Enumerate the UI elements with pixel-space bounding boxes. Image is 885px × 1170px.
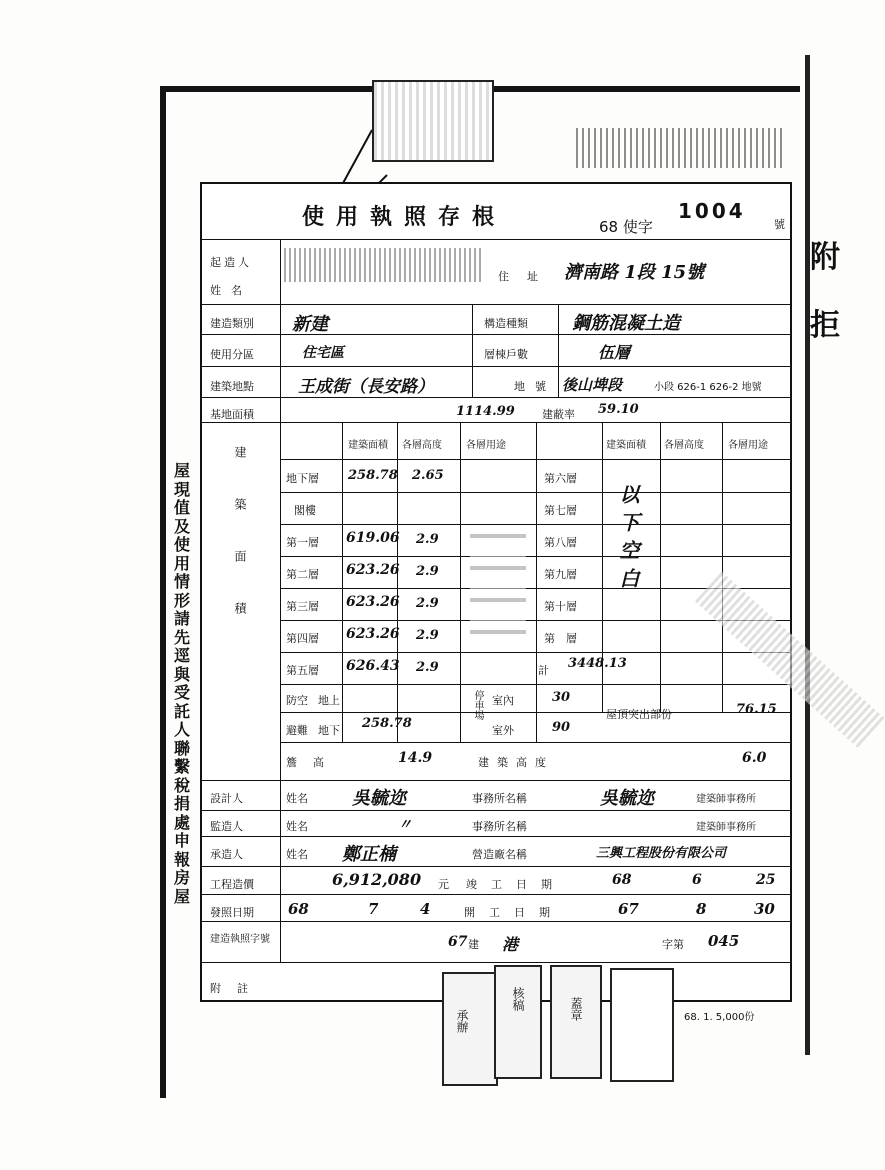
header-floor-height: 各層高度: [402, 440, 442, 451]
table-line: [280, 556, 790, 557]
value-start-m: 8: [696, 900, 707, 918]
row-line: [202, 304, 790, 305]
label-base-area: 基地面積: [210, 408, 254, 421]
form-prefix: 68 使字: [599, 218, 653, 236]
value-f3-height: 2.9: [416, 596, 439, 611]
col-line: [722, 422, 723, 712]
col-line: [472, 304, 473, 397]
label-designer-office: 事務所名稱: [472, 792, 527, 805]
label-category: 建造類別: [210, 317, 254, 330]
value-start-d: 30: [754, 900, 775, 918]
label-attic: 閣樓: [294, 504, 316, 517]
label-address: 住址: [498, 270, 556, 283]
label-builder-name: 姓名: [210, 284, 252, 297]
label-cost: 工程造價: [210, 878, 254, 891]
value-indoor: 30: [552, 690, 571, 705]
value-f1-area: 619.06: [346, 530, 400, 546]
table-line: [280, 742, 790, 743]
row-line: [202, 780, 790, 781]
value-site-lot: 小段 626-1 626-2 地號: [654, 382, 762, 393]
value-base-area: 1114.99: [456, 404, 515, 419]
header-floor-area-2: 建築面積: [606, 440, 646, 451]
value-completion-m: 6: [692, 872, 702, 888]
label-f9: 第九層: [544, 568, 577, 581]
scan-border-left: [160, 88, 166, 1098]
label-fn: 第 層: [544, 632, 577, 645]
label-contractor: 承造人: [210, 848, 243, 861]
label-f10: 第十層: [544, 600, 577, 613]
value-roof: 76.15: [736, 702, 777, 717]
label-shelter: 防空: [286, 694, 308, 707]
value-f4-area: 623.26: [346, 626, 400, 642]
row-line: [202, 422, 790, 423]
table-line: [280, 524, 790, 525]
use-stamp: [470, 532, 526, 652]
row-line: [202, 810, 790, 811]
seal-sign: 蓋章: [550, 965, 602, 1079]
label-f8: 第八層: [544, 536, 577, 549]
table-line: [280, 620, 790, 621]
value-f3-area: 623.26: [346, 594, 400, 610]
value-refuge-area: 258.78: [362, 716, 412, 731]
value-permit-no: 045: [708, 932, 740, 950]
label-eaves: 簷高: [286, 756, 340, 769]
row-line: [202, 836, 790, 837]
label-designer: 設計人: [210, 792, 243, 805]
label-contractor-name: 姓名: [286, 848, 308, 861]
value-permit-tail: 字第: [662, 938, 684, 951]
value-issue-d: 4: [420, 900, 431, 918]
blank-note: 以下空白: [616, 484, 640, 596]
table-line: [280, 684, 790, 685]
value-permit-char: 建: [468, 938, 479, 951]
value-address: 濟南路 1段 15號: [564, 262, 705, 283]
table-line: [280, 712, 790, 713]
value-cost-unit: 元: [438, 878, 449, 891]
value-cost: 6,912,080: [332, 870, 422, 889]
value-company: 三興工程股份有限公司: [596, 846, 727, 861]
value-completion-d: 25: [756, 872, 776, 888]
header-floor-area: 建築面積: [348, 440, 388, 451]
label-supervisor-office: 事務所名稱: [472, 820, 527, 833]
label-site-lot: 地號: [514, 380, 556, 393]
header-floor-use-2: 各層用途: [728, 440, 768, 451]
row-line: [202, 962, 790, 963]
col-line: [558, 304, 559, 397]
label-parking: 停車場: [472, 690, 483, 720]
label-arch-office: 建築師事務所: [696, 794, 756, 805]
table-line: [280, 492, 790, 493]
label-f4: 第四層: [286, 632, 319, 645]
label-company: 營造廠名稱: [472, 848, 527, 861]
label-roof-part: 屋頂突出部份: [606, 708, 672, 721]
seal-extra: [610, 968, 674, 1082]
value-designer-office: 吳毓迩: [600, 788, 654, 809]
top-right-stamp: [576, 128, 786, 168]
row-line: [202, 239, 790, 240]
value-issue-y: 68: [288, 900, 309, 918]
value-permit-mid: 港: [502, 935, 519, 954]
label-start-date: 開工日期: [464, 906, 564, 919]
row-line: [202, 921, 790, 922]
label-outdoor: 室外: [492, 724, 514, 737]
seal-approve: 承辦: [442, 972, 498, 1086]
label-f6: 第六層: [544, 472, 577, 485]
value-permit-year: 67: [448, 934, 468, 950]
label-f7: 第七層: [544, 504, 577, 517]
label-floors: 層棟戶數: [484, 348, 528, 361]
value-designer: 吳毓迩: [352, 788, 406, 809]
value-outdoor: 90: [552, 720, 571, 735]
table-line: [280, 459, 790, 460]
col-line: [460, 422, 461, 742]
label-supervisor-name: 姓名: [286, 820, 308, 833]
col-line: [280, 239, 281, 780]
table-line: [280, 652, 790, 653]
value-site-street: 王成街（長安路）: [298, 377, 434, 397]
value-zone: 住宅區: [302, 345, 344, 361]
form-suffix: 號: [774, 218, 785, 231]
right-margin-char-1: 附: [810, 240, 840, 275]
label-total: 計: [538, 664, 549, 677]
header-floor-use: 各層用途: [466, 440, 506, 451]
label-building-col: 建築面積: [233, 446, 247, 654]
row-line: [202, 397, 790, 398]
label-indoor: 室內: [492, 694, 514, 707]
scan-border-right: [805, 55, 810, 1055]
row-line: [202, 366, 790, 367]
label-refuge-below: 地下: [318, 724, 340, 737]
value-issue-m: 7: [368, 900, 379, 918]
value-basement-height: 2.65: [412, 468, 444, 483]
value-coverage: 59.10: [598, 402, 639, 417]
label-builder: 起造人: [210, 256, 252, 269]
row-line: [202, 334, 790, 335]
form-title: 使用執照存根: [302, 204, 507, 230]
value-start-y: 67: [618, 900, 639, 918]
label-designer-name: 姓名: [286, 792, 308, 805]
col-line: [280, 780, 281, 962]
value-completion-y: 68: [612, 872, 632, 888]
value-f2-height: 2.9: [416, 564, 439, 579]
value-structure: 鋼筋混凝土造: [572, 313, 680, 334]
label-f1: 第一層: [286, 536, 319, 549]
label-completion: 竣工日期: [466, 878, 566, 891]
left-margin-annotation: 屋現值及使用情形請先逕與受託人聯繫稅捐處申報房屋: [173, 461, 190, 906]
value-supervisor: 〃: [398, 817, 412, 833]
label-refuge: 避難: [286, 724, 308, 737]
value-floors: 伍層: [598, 343, 631, 362]
value-category: 新建: [292, 314, 328, 335]
row-line: [202, 866, 790, 867]
value-eaves: 14.9: [398, 750, 433, 766]
value-f5-area: 626.43: [346, 658, 400, 674]
row-line: [202, 894, 790, 895]
form-number: 1004: [678, 199, 746, 223]
label-coverage: 建蔽率: [542, 408, 575, 421]
label-bldg-height: 建築高度: [478, 756, 554, 769]
label-f2: 第二層: [286, 568, 319, 581]
label-f3: 第三層: [286, 600, 319, 613]
value-basement-area: 258.78: [348, 468, 398, 483]
value-f2-area: 623.26: [346, 562, 400, 578]
label-shelter-above: 地上: [318, 694, 340, 707]
label-f5: 第五層: [286, 664, 319, 677]
label-arch-office-2: 建築師事務所: [696, 822, 756, 833]
value-f1-height: 2.9: [416, 532, 439, 547]
label-supervisor: 監造人: [210, 820, 243, 833]
value-f5-height: 2.9: [416, 660, 439, 675]
builder-stamp: [284, 248, 484, 282]
col-line: [536, 422, 537, 742]
label-structure: 構造種類: [484, 317, 528, 330]
value-height: 6.0: [742, 750, 767, 766]
label-issue-date: 發照日期: [210, 906, 254, 919]
col-line: [660, 422, 661, 712]
label-zone: 使用分區: [210, 348, 254, 361]
label-permit: 建造執照字號: [210, 934, 270, 945]
label-basement: 地下層: [286, 472, 319, 485]
label-site: 建築地點: [210, 380, 254, 393]
value-site-section: 後山埤段: [562, 376, 623, 394]
value-f4-height: 2.9: [416, 628, 439, 643]
print-info: 68. 1. 5,000份: [684, 1012, 755, 1023]
header-floor-height-2: 各層高度: [664, 440, 704, 451]
value-contractor: 鄭正楠: [342, 844, 396, 865]
right-margin-char-2: 拒: [810, 308, 840, 343]
col-line: [342, 422, 343, 742]
seal-check: 核稿: [494, 965, 542, 1079]
label-note: 附註: [210, 982, 264, 995]
value-total: 3448.13: [568, 656, 627, 671]
